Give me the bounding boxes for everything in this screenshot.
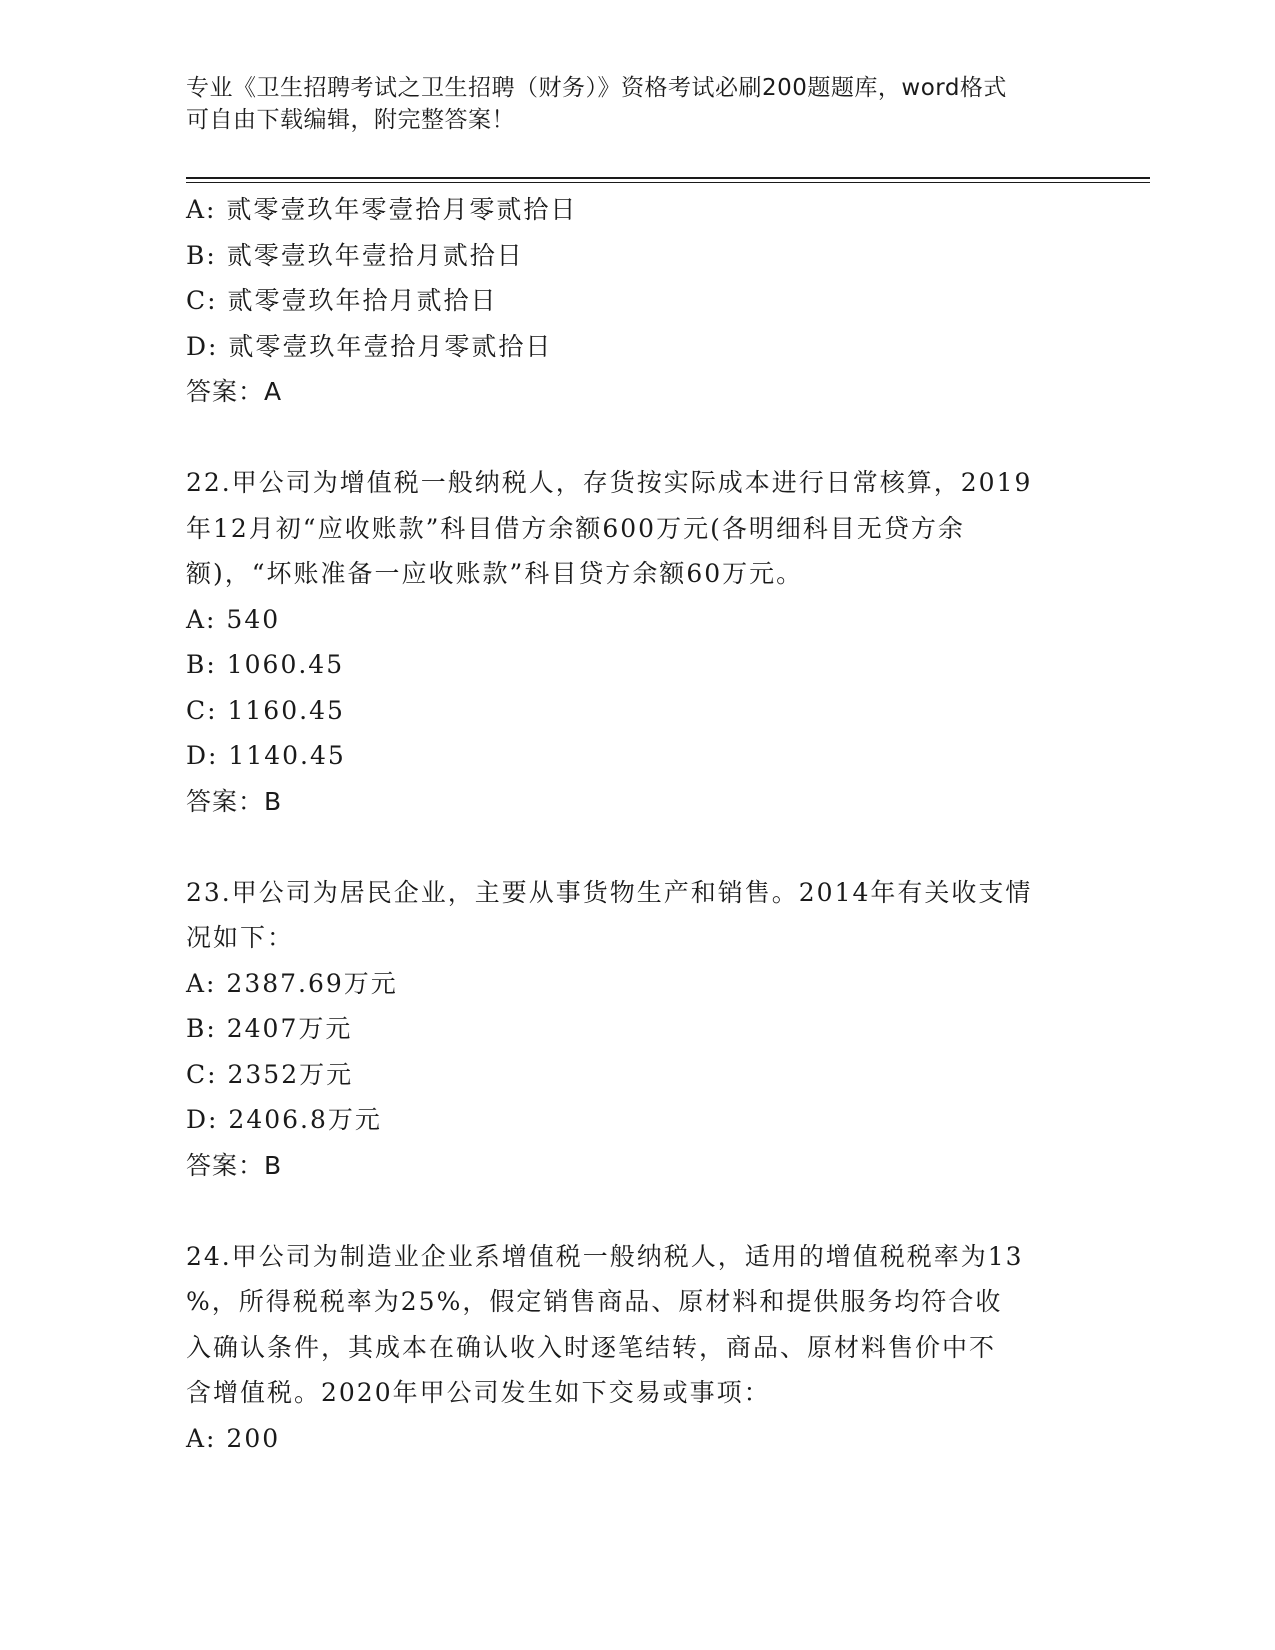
header-divider [186,177,1150,183]
option-b: B: 贰零壹玖年壹拾月贰拾日 [186,240,524,270]
stem-line: 22.甲公司为增值税一般纳税人，存货按实际成本进行日常核算，2019 [186,468,1033,497]
question-block [186,187,1086,415]
option-d: D: 1140.45 [186,741,346,770]
header-title-line-1: 专业《卫生招聘考试之卫生招聘（财务）》资格考试必刷200题题库，word格式 [186,75,1007,101]
question-stem [186,460,1086,597]
option-a: A: 200 [186,1423,281,1453]
option-c: C: 贰零壹玖年拾月贰拾日 [186,286,498,315]
option-b: B: 2407万元 [186,1014,353,1043]
question-block [186,460,1086,824]
answer-line: 答案：A [186,377,283,406]
stem-line: 24.甲公司为制造业企业系增值税一般纳税人，适用的增值税税率为13 [186,1241,1024,1271]
option-c: C: 2352万元 [186,1059,354,1089]
stem-line: 况如下： [186,923,295,952]
question-block [186,1234,1086,1462]
option-c: C: 1160.45 [186,695,345,725]
stem-line: 含增值税。2020年甲公司发生如下交易或事项： [186,1378,771,1407]
question-stem [186,870,1086,961]
option-a: A: 贰零壹玖年零壹拾月零贰拾日 [186,195,578,224]
stem-line: 23.甲公司为居民企业，主要从事货物生产和销售。2014年有关收支情 [186,877,1033,907]
answer-line: 答案：B [186,786,283,816]
spacer [186,824,1086,870]
option-b: B: 1060.45 [186,650,345,679]
stem-line: %，所得税税率为25%，假定销售商品、原材料和提供服务均符合收 [186,1287,1003,1316]
question-block [186,870,1086,1189]
spacer [186,415,1086,461]
stem-line: 入确认条件，其成本在确认收入时逐笔结转，商品、原材料售价中不 [186,1332,997,1362]
header-title-line-2: 可自由下载编辑，附完整答案！ [186,107,515,133]
option-d: D: 贰零壹玖年壹拾月零贰拾日 [186,331,553,361]
spacer [186,1188,1086,1234]
document-header [186,72,1066,136]
answer-line: 答案：B [186,1150,283,1180]
stem-line: 年12月初“应收账款”科目借方余额600万元(各明细科目无贷方余 [186,513,965,543]
option-a: A: 540 [186,604,281,634]
question-stem [186,1234,1086,1416]
option-a: A: 2387.69万元 [186,968,398,998]
option-d: D: 2406.8万元 [186,1105,382,1134]
question-list [186,187,1086,1461]
stem-line: 额)，“坏账准备一应收账款”科目贷方余额60万元。 [186,559,804,588]
